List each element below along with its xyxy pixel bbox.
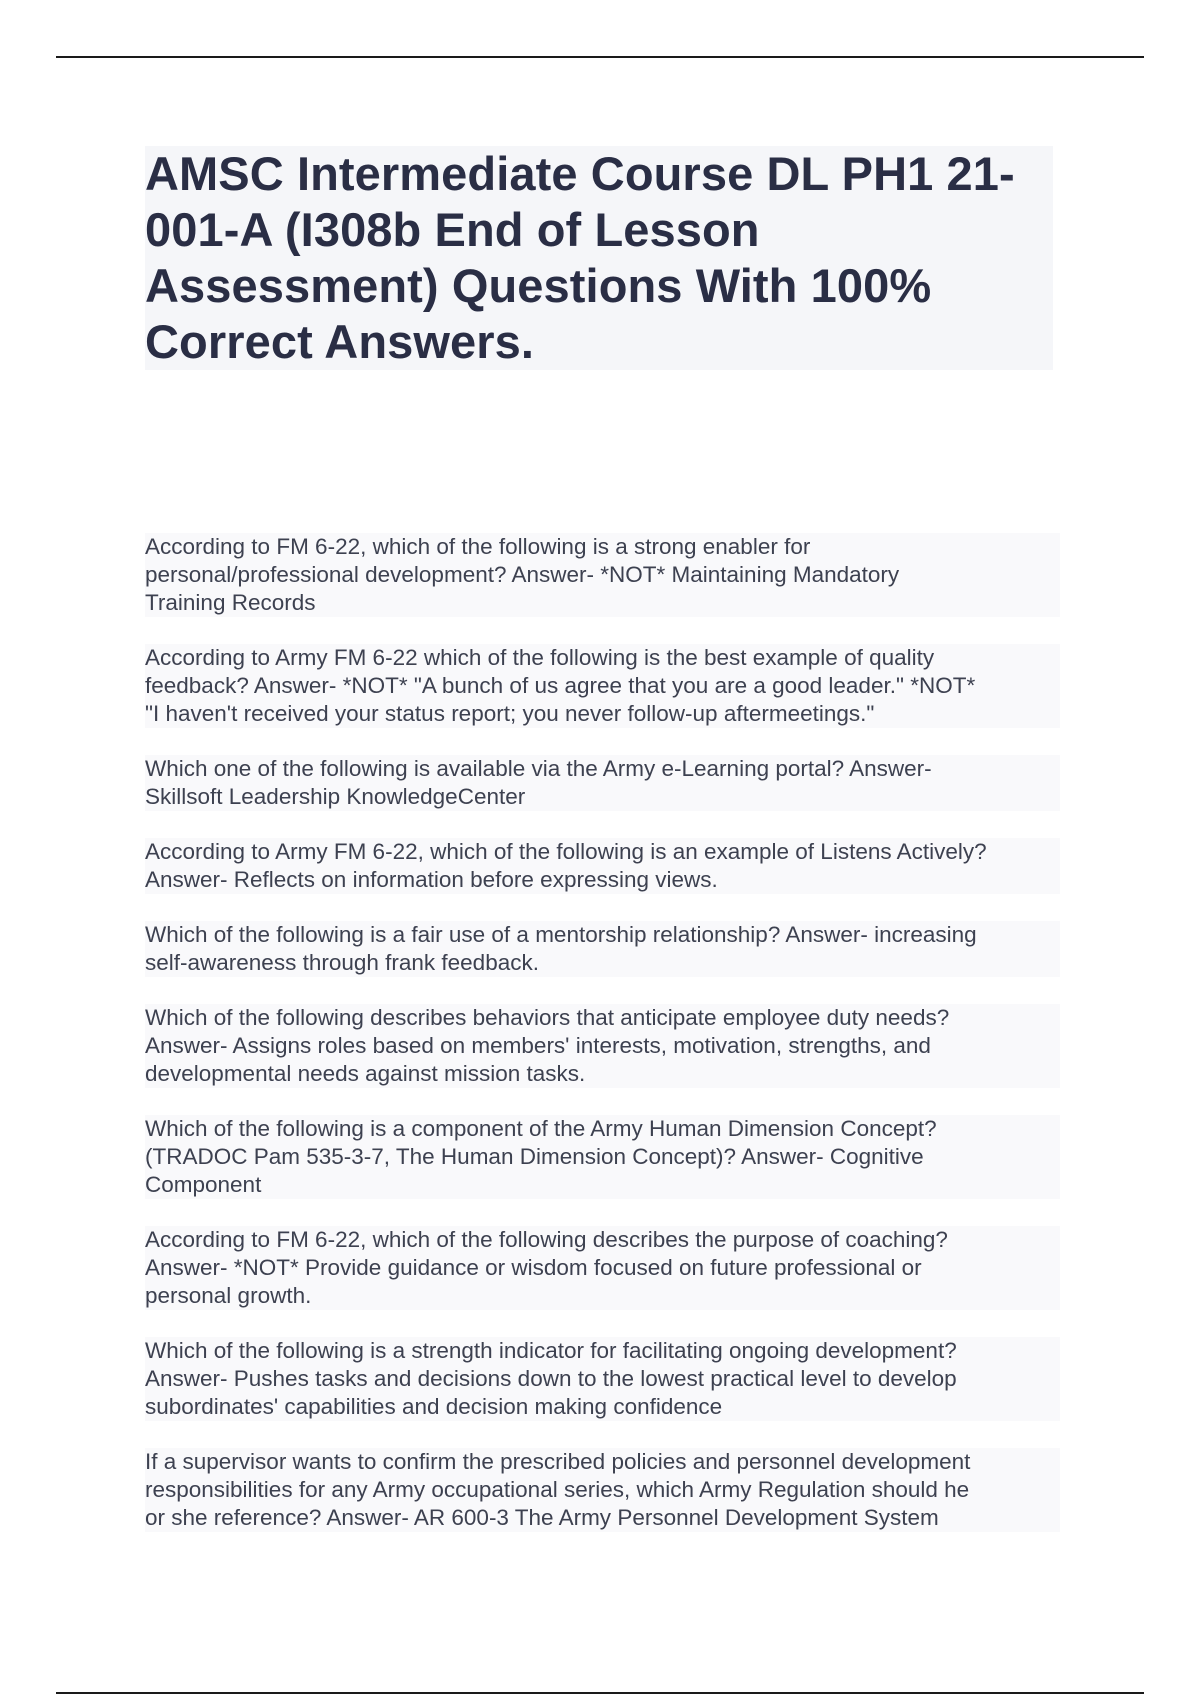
qa-item: Which of the following is a strength indicator for facilitating ongoing development? Answer- Pushes tasks and decisions down to the lowest practical level to develop subordinates' capabilities and decision making confidence — [145, 1337, 1060, 1421]
document-title: AMSC Intermediate Course DL PH1 21-001-A (I308b End of Lesson Assessment) Questions With 100% Correct Answers. — [145, 147, 1015, 368]
qa-item: According to Army FM 6-22, which of the following is an example of Listens Actively? Answer- Reflects on information before expressing views. — [145, 838, 1060, 894]
title-block — [145, 146, 1053, 370]
top-rule — [56, 56, 1144, 58]
bottom-rule — [56, 1692, 1144, 1694]
qa-item: According to FM 6-22, which of the following describes the purpose of coaching? Answer- *NOT* Provide guidance or wisdom focused on future professional or personal growth. — [145, 1226, 1060, 1310]
qa-item: According to FM 6-22, which of the following is a strong enabler for personal/professional development? Answer- *NOT* Maintaining Mandatory Training Records — [145, 533, 1060, 617]
qa-item: If a supervisor wants to confirm the prescribed policies and personnel development responsibilities for any Army occupational series, which Army Regulation should he or she reference? Answer- AR 600-3 The Army Personnel Development System — [145, 1448, 1060, 1532]
qa-item: Which of the following is a fair use of a mentorship relationship? Answer- increasing self-awareness through frank feedback. — [145, 921, 1060, 977]
qa-item: Which one of the following is available via the Army e-Learning portal? Answer- Skillsoft Leadership KnowledgeCenter — [145, 755, 1060, 811]
qa-item: Which of the following is a component of the Army Human Dimension Concept? (TRADOC Pam 535-3-7, The Human Dimension Concept)? Answer- Cognitive Component — [145, 1115, 1060, 1199]
qa-item: According to Army FM 6-22 which of the following is the best example of quality feedback? Answer- *NOT* "A bunch of us agree that you are a good leader." *NOT* "I haven't received your status report; you never follow-up aftermeetings." — [145, 644, 1060, 728]
qa-list — [145, 533, 1060, 1559]
qa-item: Which of the following describes behaviors that anticipate employee duty needs? Answer- Assigns roles based on members' interests, motivation, strengths, and developmental needs against mission tasks. — [145, 1004, 1060, 1088]
